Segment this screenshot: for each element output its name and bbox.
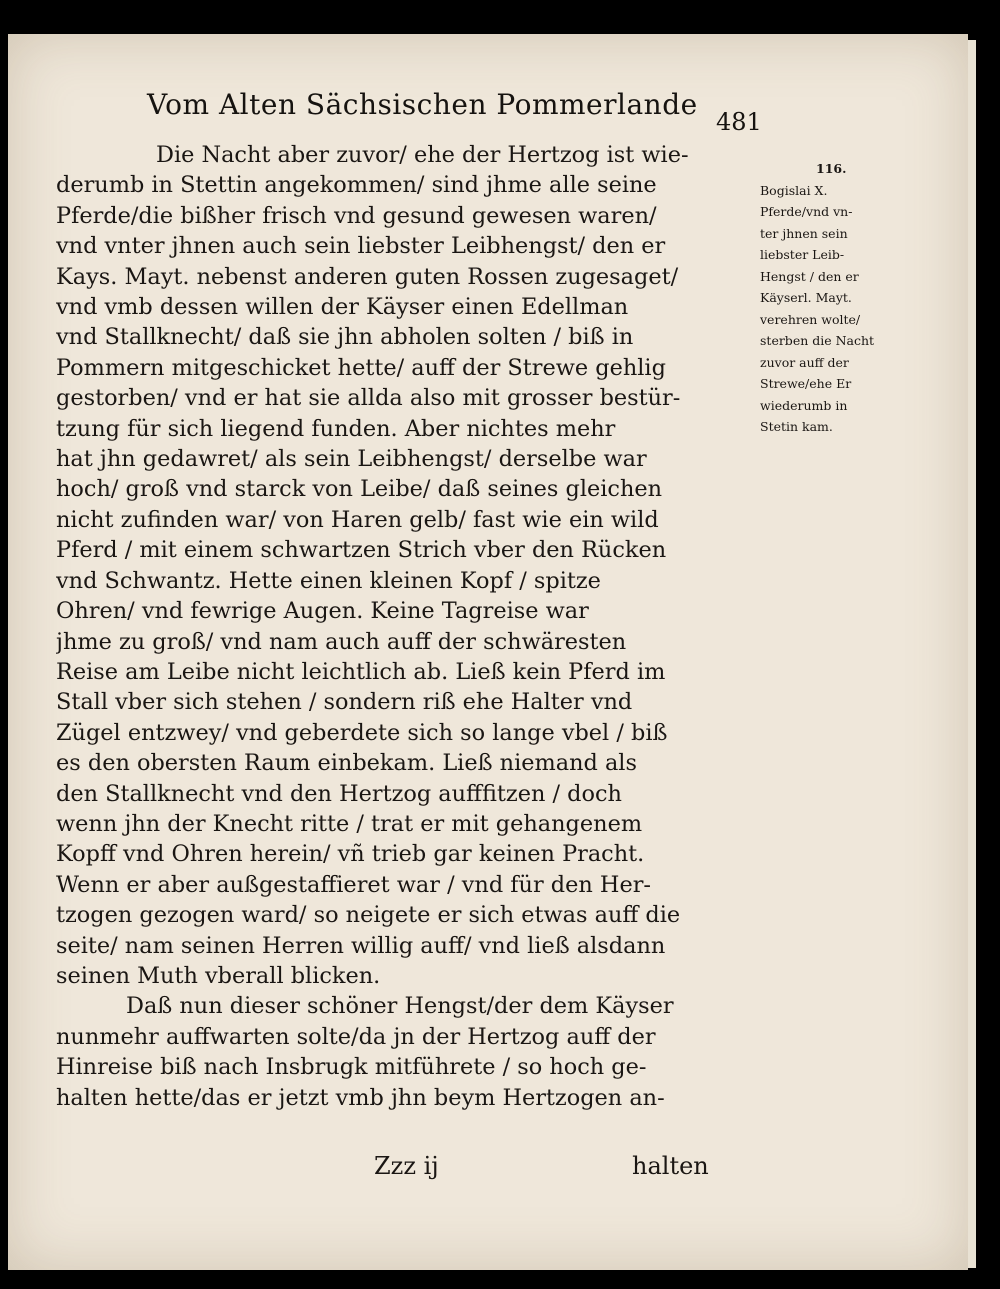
text-line: hoch/ groß vnd starck von Leibe/ daß seines gleichen: [56, 476, 663, 503]
marginal-note-number: 116.: [816, 161, 847, 176]
catchword: halten: [632, 1152, 709, 1180]
text-line: Kopff vnd Ohren herein/ vñ trieb gar keinen Pracht.: [56, 841, 645, 868]
text-line: Daß nun dieser schöner Hengst/der dem Käyser: [126, 993, 674, 1020]
text-line: Reise am Leibe nicht leichtlich ab. Ließ kein Pferd im: [56, 658, 666, 685]
text-line: Pommern mitgeschicket hette/ auff der Strewe gehlig: [56, 354, 666, 381]
text-line: Stall vber sich stehen / sondern riß ehe Halter vnd: [56, 689, 633, 716]
marginal-note-line: sterben die Nacht: [760, 333, 875, 348]
marginal-note: [760, 158, 910, 438]
page-edge: [968, 40, 976, 1268]
text-line: den Stallknecht vnd den Hertzog aufffitzen / doch: [56, 780, 622, 807]
marginal-note-line: liebster Leib-: [760, 247, 845, 262]
text-line: tzung für sich liegend funden. Aber nichtes mehr: [56, 415, 616, 442]
text-line: Zügel entzwey/ vnd geberdete sich so lange vbel / biß: [56, 719, 668, 746]
text-line: gestorben/ vnd er hat sie allda also mit grosser bestür-: [56, 385, 681, 412]
text-line: Wenn er aber außgestaffieret war / vnd für den Her-: [56, 871, 651, 898]
marginal-note-line: wiederumb in: [760, 397, 848, 413]
marginal-note-line: Bogislai X.: [760, 182, 828, 198]
signature-mark: Zzz ij: [374, 1152, 439, 1180]
marginal-note-line: ter jhnen sein: [760, 225, 848, 241]
marginal-note-line: verehren wolte/: [760, 311, 861, 327]
text-line: nunmehr auffwarten solte/da jn der Hertzog auff der: [56, 1023, 656, 1050]
marginal-note-line: zuvor auff der: [760, 354, 849, 370]
text-line: vnd vnter jhnen auch sein liebster Leibhengst/ den er: [56, 233, 666, 260]
text-line: halten hette/das er jetzt vmb jhn beym Hertzogen an-: [56, 1084, 665, 1111]
text-line: Pferd / mit einem schwartzen Strich vber den Rücken: [56, 537, 667, 564]
text-line: vnd vmb dessen willen der Käyser einen Edellman: [56, 294, 629, 321]
marginal-note-line: Stetin kam.: [760, 419, 833, 434]
text-line: tzogen gezogen ward/ so neigete er sich etwas auff die: [56, 902, 681, 929]
text-line: Ohren/ vnd fewrige Augen. Keine Tagreise war: [56, 598, 589, 625]
text-line: Die Nacht aber zuvor/ ehe der Hertzog ist wie-: [156, 142, 689, 168]
text-line: seinen Muth vberall blicken.: [56, 962, 381, 989]
text-line: wenn jhn der Knecht ritte / trat er mit gehangenem: [56, 810, 643, 837]
marginal-note-line: Käyserl. Mayt.: [760, 290, 852, 305]
text-line: nicht zufinden war/ von Haren gelb/ fast wie ein wild: [56, 506, 659, 533]
page-number: 481: [716, 108, 762, 136]
text-line: vnd Schwantz. Hette einen kleinen Kopf / spitze: [56, 567, 601, 594]
text-line: Hinreise biß nach Insbrugk mitführete / so hoch ge-: [56, 1054, 647, 1081]
text-line: vnd Stallknecht/ daß sie jhn abholen solten / biß in: [56, 324, 634, 351]
marginal-note-line: Pferde/vnd vn-: [760, 204, 853, 219]
text-line: derumb in Stettin angekommen/ sind jhme alle seine: [56, 172, 657, 199]
text-line: es den obersten Raum einbekam. Ließ niemand als: [56, 750, 637, 777]
body-text: [56, 140, 756, 1113]
text-line: Kays. Mayt. nebenst anderen guten Rossen zugesaget/: [56, 263, 679, 290]
text-line: hat jhn gedawret/ als sein Leibhengst/ derselbe war: [56, 446, 647, 473]
marginal-note-line: Strewe/ehe Er: [760, 376, 852, 391]
text-line: seite/ nam seinen Herren willig auff/ vnd ließ alsdann: [56, 932, 666, 959]
marginal-note-line: Hengst / den er: [760, 268, 859, 284]
running-head: Vom Alten Sächsischen Pommerlande: [147, 88, 698, 121]
text-line: jhme zu groß/ vnd nam auch auff der schwäresten: [56, 628, 627, 655]
text-line: Pferde/die bißher frisch vnd gesund gewesen waren/: [56, 202, 657, 229]
